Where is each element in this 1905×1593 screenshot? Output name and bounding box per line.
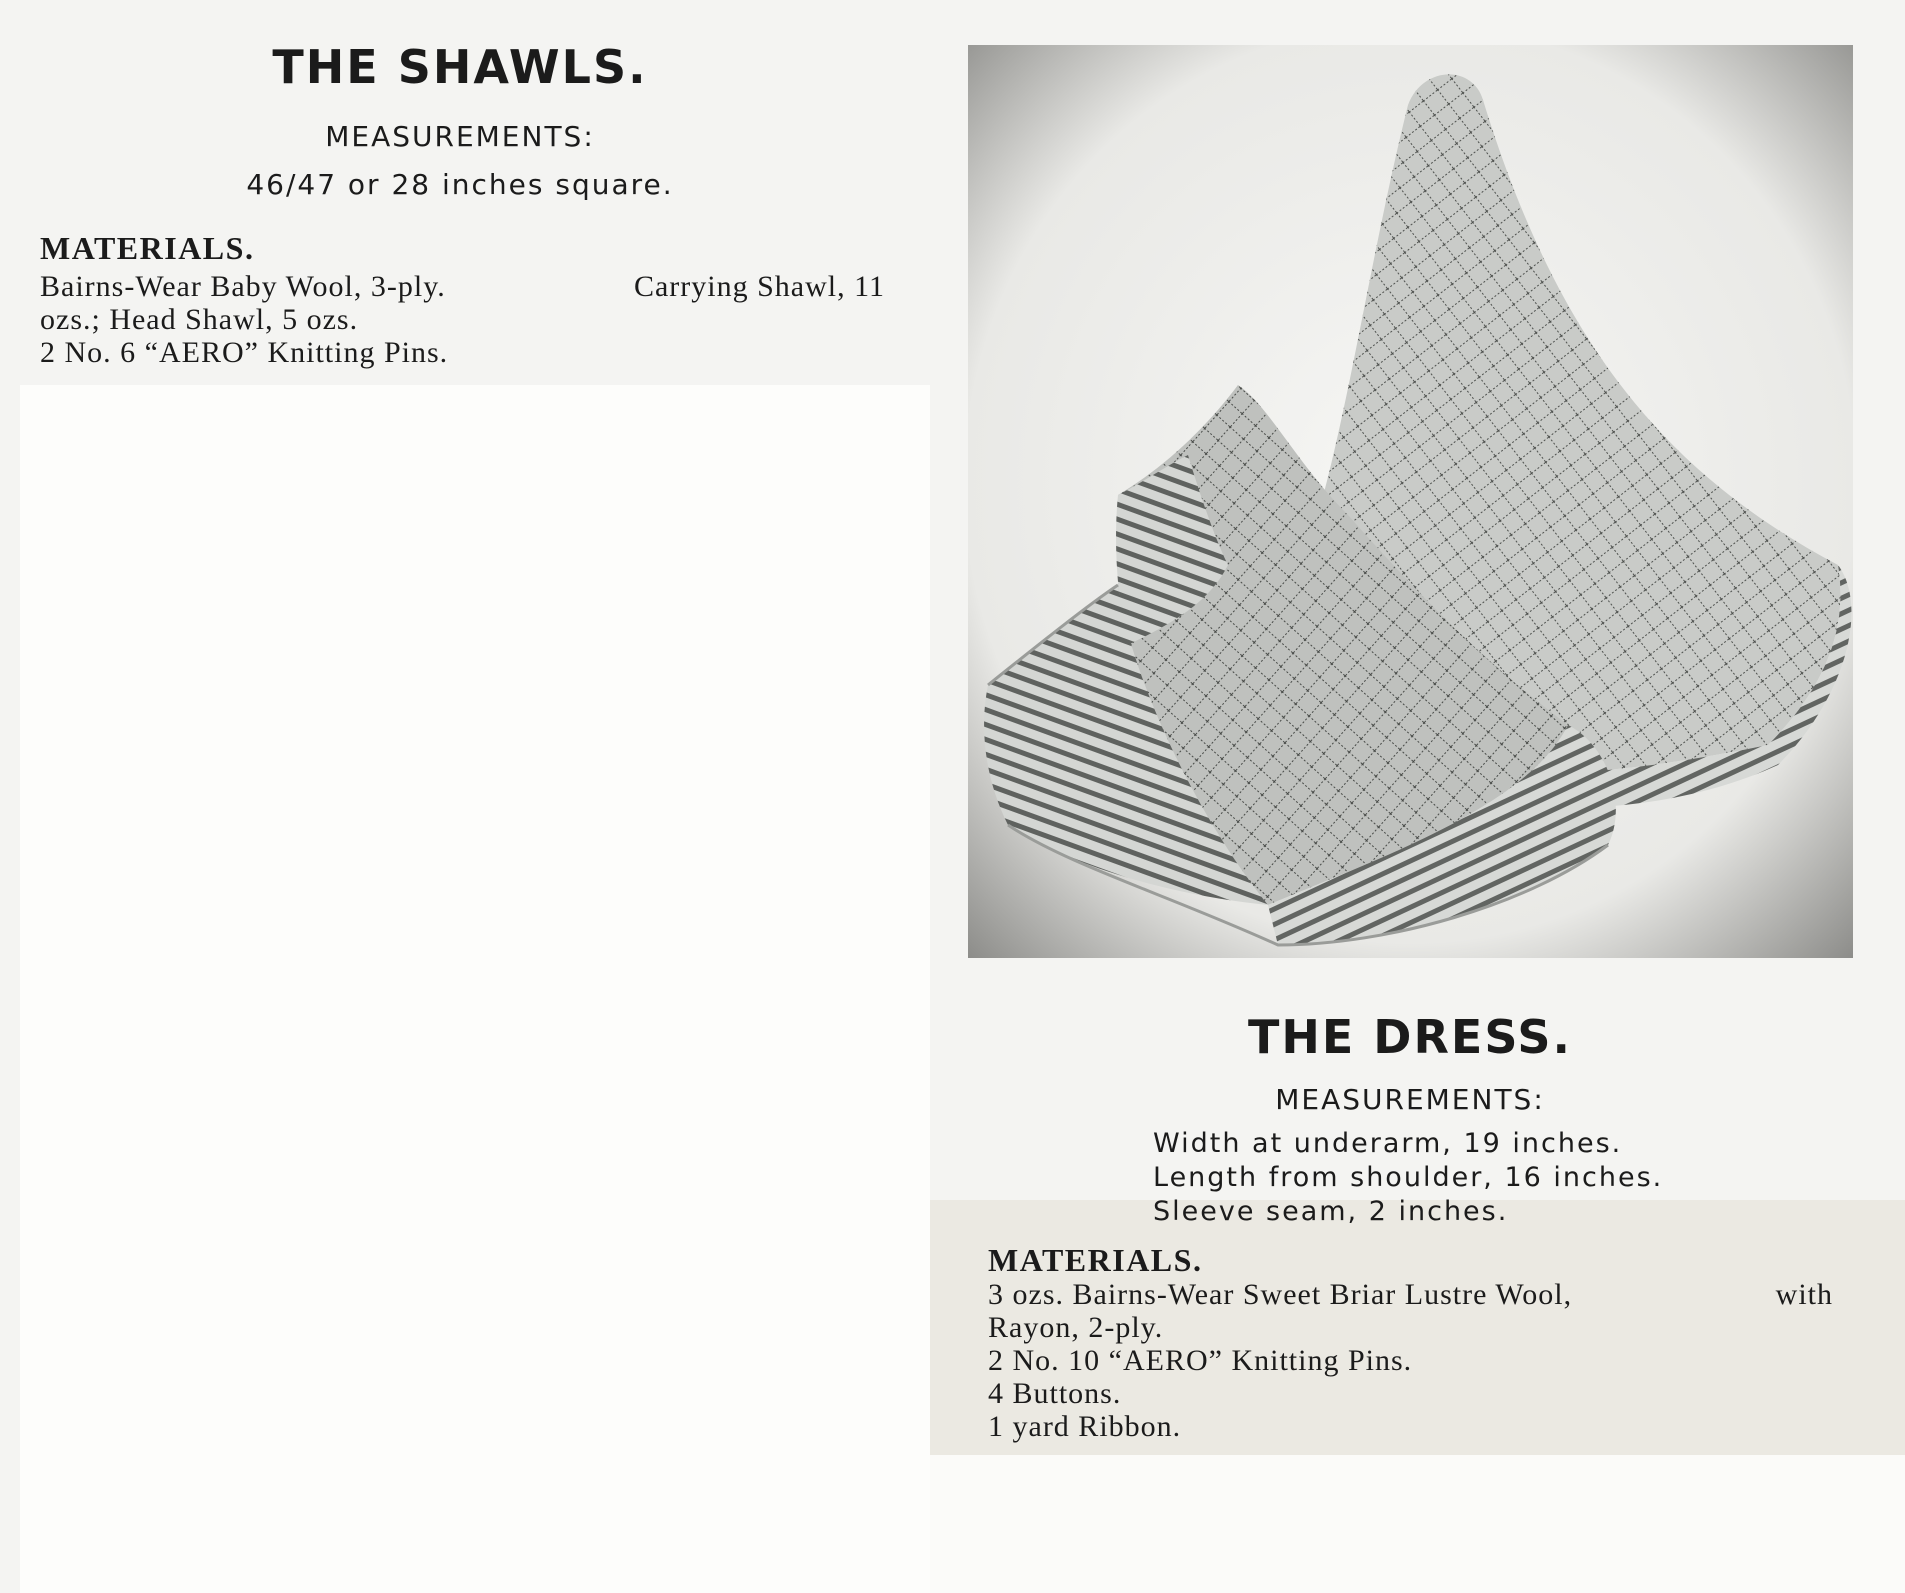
dress-materials-title: MATERIALS.	[988, 1242, 1203, 1278]
dress-materials-line	[988, 1278, 1833, 1311]
dress-title: THE DRESS.	[1247, 1010, 1572, 1064]
shawls-materials-list	[40, 270, 885, 369]
dress-measurement-item: Width at underarm, 19 inches.	[1153, 1128, 1623, 1159]
dress-measurement-item: Length from shoulder, 16 inches.	[1153, 1162, 1664, 1193]
shawls-materials-line: ozs.; Head Shawl, 5 ozs.	[40, 303, 359, 336]
dress-measurements-list	[1153, 1127, 1663, 1229]
dress-materials-list	[988, 1278, 1833, 1443]
shawl-photo	[968, 45, 1853, 958]
dress-measurement-item: Sleeve seam, 2 inches.	[1153, 1196, 1509, 1227]
shawls-materials-line: 2 No. 6 “AERO” Knitting Pins.	[40, 336, 449, 369]
dress-materials-line: Rayon, 2-ply.	[988, 1311, 1164, 1344]
paper-background-bottom	[930, 1455, 1905, 1593]
dress-materials-line: 1 yard Ribbon.	[988, 1410, 1182, 1443]
paper-background	[20, 385, 930, 1593]
shawls-materials-text: Bairns-Wear Baby Wool, 3-ply.	[40, 270, 446, 303]
dress-materials-text: with	[1775, 1278, 1833, 1311]
shawls-materials-line	[40, 270, 885, 303]
shawls-materials-text: Carrying Shawl, 11	[633, 270, 885, 303]
dress-materials-text: 3 ozs. Bairns-Wear Sweet Briar Lustre Wool,	[988, 1278, 1573, 1311]
dress-measurements-label: MEASUREMENTS:	[1275, 1083, 1545, 1116]
shawls-title: THE SHAWLS.	[272, 40, 648, 94]
dress-materials-line: 4 Buttons.	[988, 1377, 1122, 1410]
dress-materials-line: 2 No. 10 “AERO” Knitting Pins.	[988, 1344, 1413, 1377]
shawls-measurements-label: MEASUREMENTS:	[325, 120, 595, 153]
shawls-materials-title: MATERIALS.	[40, 230, 255, 266]
shawls-measurements: 46/47 or 28 inches square.	[246, 168, 674, 201]
